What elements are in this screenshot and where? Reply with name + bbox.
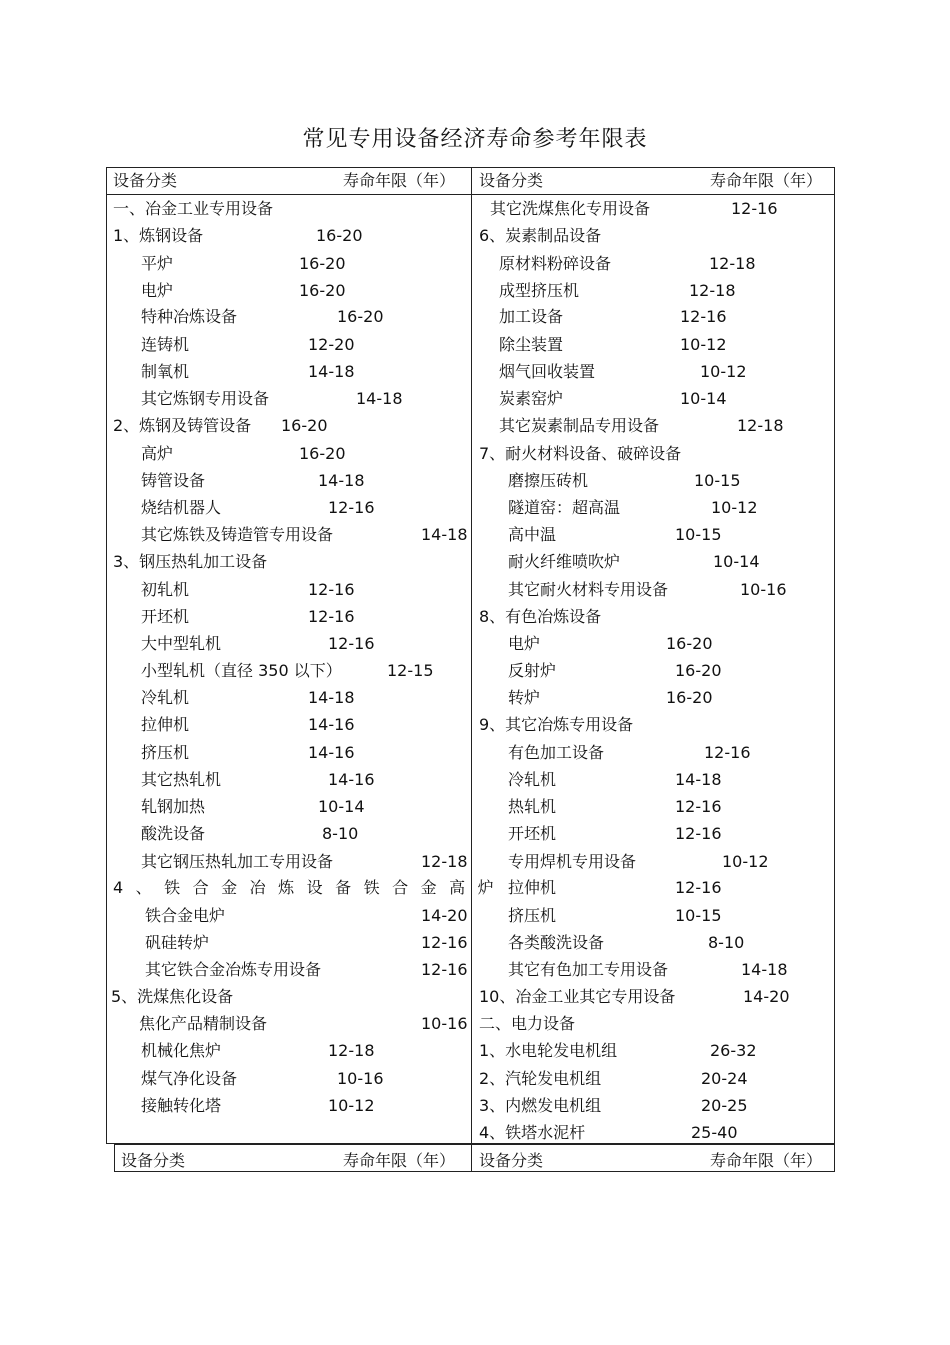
- item-label: 拉伸机: [141, 715, 190, 734]
- item-label: 耐火纤维喷吹炉: [508, 552, 621, 571]
- item-label: 连铸机: [141, 335, 190, 354]
- item-value: 16-20: [299, 281, 346, 300]
- item-label: 高中温: [508, 525, 557, 544]
- footer-category-left: 设备分类: [121, 1151, 186, 1170]
- item-label: 挤压机: [141, 743, 190, 762]
- item-label: 1、炼钢设备: [113, 226, 204, 245]
- item-label: 其它炼铁及铸造管专用设备: [141, 525, 334, 544]
- item-value: 20-25: [701, 1096, 748, 1115]
- item-value: 12-16: [421, 960, 468, 979]
- item-value: 10-16: [740, 580, 787, 599]
- item-value: 12-18: [328, 1041, 375, 1060]
- item-value: 12-16: [308, 607, 355, 626]
- item-label: 一、冶金工业专用设备: [113, 199, 274, 218]
- item-label: 其它炭素制品专用设备: [499, 416, 660, 435]
- item-value: 10-12: [711, 498, 758, 517]
- item-label: 4、铁合金冶炼设备铁合金高炉: [113, 878, 507, 897]
- item-label: 隧道窑：超高温: [508, 498, 621, 517]
- header-category-left: 设备分类: [113, 171, 178, 190]
- item-label: 制氧机: [141, 362, 190, 381]
- item-label: 成型挤压机: [499, 281, 580, 300]
- item-label: 轧钢加热: [141, 797, 206, 816]
- item-label: 矾硅转炉: [145, 933, 210, 952]
- item-label: 6、炭素制品设备: [479, 226, 602, 245]
- item-label: 各类酸洗设备: [508, 933, 605, 952]
- item-value: 10-12: [722, 852, 769, 871]
- center-divider: [471, 167, 472, 1172]
- item-value: 10-15: [675, 525, 722, 544]
- item-label: 挤压机: [508, 906, 557, 925]
- item-label: 冷轧机: [141, 688, 190, 707]
- item-label: 电炉: [141, 281, 174, 300]
- item-label: 加工设备: [499, 307, 564, 326]
- item-label: 9、其它冶炼专用设备: [479, 715, 634, 734]
- item-label: 反射炉: [508, 661, 557, 680]
- item-label: 7、耐火材料设备、破碎设备: [479, 444, 682, 463]
- page-title: 常见专用设备经济寿命参考年限表: [302, 127, 648, 152]
- item-value: 14-16: [308, 715, 355, 734]
- item-label: 平炉: [141, 254, 174, 273]
- item-value: 16-20: [675, 661, 722, 680]
- item-label: 8、有色冶炼设备: [479, 607, 602, 626]
- item-value: 12-16: [328, 498, 375, 517]
- header-life-right: 寿命年限（年）: [710, 171, 823, 190]
- item-label: 1、水电轮发电机组: [479, 1041, 618, 1060]
- item-value: 12-16: [731, 199, 778, 218]
- item-label: 2、炼钢及铸管设备: [113, 416, 252, 435]
- item-label: 原材料粉碎设备: [499, 254, 612, 273]
- item-label: 接触转化塔: [141, 1096, 222, 1115]
- item-value: 10-16: [421, 1014, 468, 1033]
- item-value: 10-12: [680, 335, 727, 354]
- item-value: 12-16: [704, 743, 751, 762]
- item-label: 烧结机器人: [141, 498, 222, 517]
- item-value: 10-12: [700, 362, 747, 381]
- item-label: 炭素窑炉: [499, 389, 564, 408]
- item-value: 10-15: [694, 471, 741, 490]
- item-label: 开坯机: [508, 824, 557, 843]
- item-value: 10-14: [680, 389, 727, 408]
- item-value: 10-14: [318, 797, 365, 816]
- item-label: 其它铁合金冶炼专用设备: [145, 960, 322, 979]
- item-value: 20-24: [701, 1069, 748, 1088]
- item-value: 16-20: [281, 416, 328, 435]
- item-label: 二、电力设备: [479, 1014, 576, 1033]
- item-value: 12-15: [387, 661, 434, 680]
- item-value: 16-20: [299, 444, 346, 463]
- item-label: 酸洗设备: [141, 824, 206, 843]
- item-label: 拉伸机: [508, 878, 557, 897]
- item-value: 12-16: [328, 634, 375, 653]
- item-value: 12-16: [675, 878, 722, 897]
- item-label: 除尘装置: [499, 335, 564, 354]
- item-label: 5、洗煤焦化设备: [111, 987, 234, 1006]
- item-label: 热轧机: [508, 797, 557, 816]
- item-label: 电炉: [508, 634, 541, 653]
- item-label: 铸管设备: [141, 471, 206, 490]
- item-label: 其它有色加工专用设备: [508, 960, 669, 979]
- item-value: 12-16: [675, 824, 722, 843]
- item-label: 烟气回收装置: [499, 362, 596, 381]
- item-label: 其它洗煤焦化专用设备: [490, 199, 651, 218]
- item-label: 焦化产品精制设备: [139, 1014, 268, 1033]
- item-value: 14-18: [421, 525, 468, 544]
- item-label: 初轧机: [141, 580, 190, 599]
- item-label: 冷轧机: [508, 770, 557, 789]
- item-label: 4、铁塔水泥杆: [479, 1123, 586, 1142]
- item-label: 大中型轧机: [141, 634, 222, 653]
- item-label: 2、汽轮发电机组: [479, 1069, 602, 1088]
- item-value: 14-18: [308, 362, 355, 381]
- item-label: 铁合金电炉: [145, 906, 226, 925]
- header-life-left: 寿命年限（年）: [343, 171, 456, 190]
- item-value: 16-20: [666, 634, 713, 653]
- item-value: 26-32: [710, 1041, 757, 1060]
- item-label: 其它炼钢专用设备: [141, 389, 270, 408]
- item-value: 14-18: [308, 688, 355, 707]
- item-value: 12-16: [680, 307, 727, 326]
- footer-life-left: 寿命年限（年）: [343, 1151, 456, 1170]
- item-value: 10-15: [675, 906, 722, 925]
- item-value: 8-10: [322, 824, 359, 843]
- item-value: 16-20: [337, 307, 384, 326]
- item-label: 煤气净化设备: [141, 1069, 238, 1088]
- item-value: 12-16: [675, 797, 722, 816]
- item-value: 14-20: [421, 906, 468, 925]
- item-value: 12-18: [421, 852, 468, 871]
- item-value: 14-18: [675, 770, 722, 789]
- item-value: 12-16: [308, 580, 355, 599]
- item-label: 其它钢压热轧加工专用设备: [141, 852, 334, 871]
- item-label: 其它热轧机: [141, 770, 222, 789]
- item-value: 12-18: [709, 254, 756, 273]
- item-value: 14-20: [743, 987, 790, 1006]
- item-value: 14-18: [318, 471, 365, 490]
- item-value: 14-18: [741, 960, 788, 979]
- item-value: 16-20: [666, 688, 713, 707]
- item-value: 8-10: [708, 933, 745, 952]
- item-label: 特种冶炼设备: [141, 307, 238, 326]
- item-label: 有色加工设备: [508, 743, 605, 762]
- item-label: 磨擦压砖机: [508, 471, 589, 490]
- item-value: 12-18: [737, 416, 784, 435]
- item-value: 10-16: [337, 1069, 384, 1088]
- footer-life-right: 寿命年限（年）: [710, 1151, 823, 1170]
- item-label: 3、钢压热轧加工设备: [113, 552, 268, 571]
- item-value: 16-20: [316, 226, 363, 245]
- item-label: 高炉: [141, 444, 174, 463]
- item-label: 专用焊机专用设备: [508, 852, 637, 871]
- item-value: 12-20: [308, 335, 355, 354]
- item-value: 25-40: [691, 1123, 738, 1142]
- item-label: 其它耐火材料专用设备: [508, 580, 669, 599]
- item-value: 16-20: [299, 254, 346, 273]
- item-value: 14-16: [328, 770, 375, 789]
- item-value: 12-16: [421, 933, 468, 952]
- item-value: 10-14: [713, 552, 760, 571]
- item-label: 开坯机: [141, 607, 190, 626]
- item-label: 转炉: [508, 688, 541, 707]
- footer-category-right: 设备分类: [479, 1151, 544, 1170]
- item-label: 小型轧机（直径 350 以下）: [141, 661, 342, 680]
- item-label: 10、冶金工业其它专用设备: [479, 987, 676, 1006]
- item-value: 12-18: [689, 281, 736, 300]
- item-value: 10-12: [328, 1096, 375, 1115]
- item-value: 14-16: [308, 743, 355, 762]
- header-category-right: 设备分类: [479, 171, 544, 190]
- item-label: 机械化焦炉: [141, 1041, 222, 1060]
- item-value: 14-18: [356, 389, 403, 408]
- item-label: 3、内燃发电机组: [479, 1096, 602, 1115]
